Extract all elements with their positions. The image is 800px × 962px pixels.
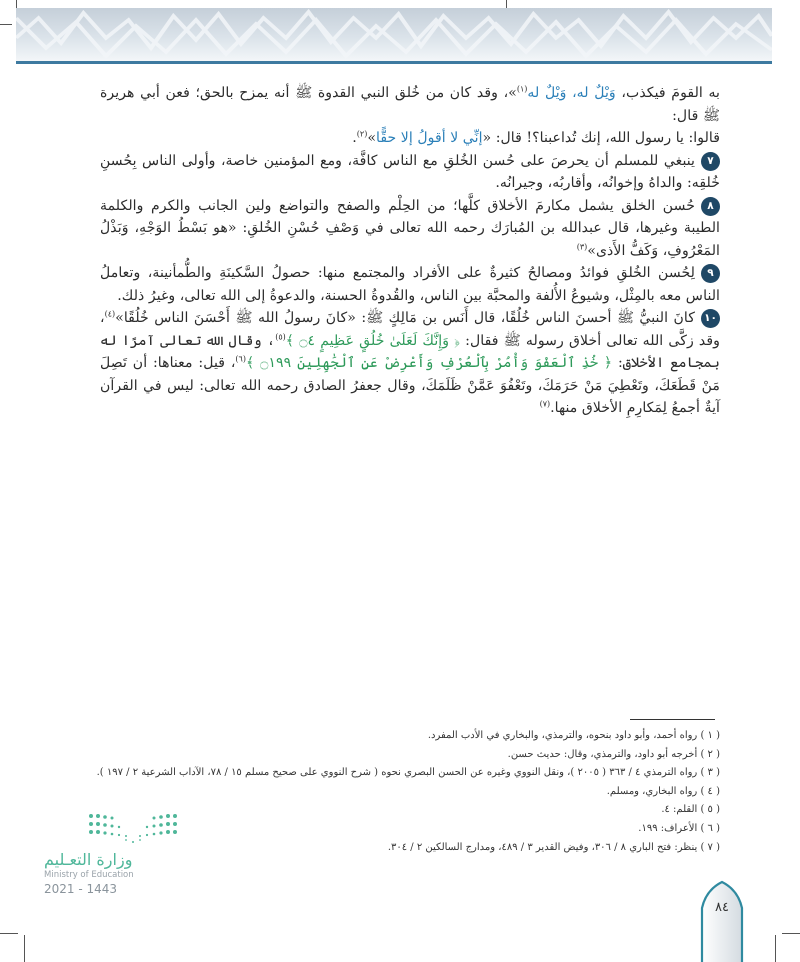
footnote: ( ٧ ) ينظر: فتح الباري ٨ / ٣٠٦، وفيض القدير ٣ / ٤٨٩، ومدارج السالكين ٢ / ٣٠٤. — [387, 841, 720, 853]
geometric-pattern — [16, 8, 772, 62]
logo-dots-icon — [88, 812, 178, 848]
footnote-ref[interactable]: (٣) — [576, 241, 588, 251]
main-content — [100, 82, 720, 420]
crop-mark — [16, 0, 17, 8]
list-item — [100, 262, 720, 307]
footnote-ref[interactable]: (٦) — [235, 354, 246, 364]
header-banner — [16, 8, 772, 62]
item-text: كانَ النبيُّ ﷺ أحسنَ الناس خُلُقًا، قال أَنَس بن مَالِكٍ ﷺ: «كانَ رسولُ الله ﷺ أَحْسَنَ الناس خُلُقًا» — [115, 310, 695, 326]
footnote-ref[interactable]: (٤) — [104, 309, 116, 319]
period: . — [352, 130, 357, 146]
hadith-quote: وَيْلٌ له، وَيْلٌ له — [527, 85, 616, 101]
logo-english-text: Ministry of Education — [44, 870, 134, 880]
logo-arabic-text: وزارة التعـليم — [44, 850, 133, 869]
item-number-badge: ٨ — [701, 197, 720, 216]
intro-text: »، وقد كان من خُلق النبي القدوة ﷺ أنه يمزح بالحق؛ فعن أبي هريرة ﷺ قال: — [100, 85, 720, 124]
hadith-quote: إنِّي لا أقولُ إلا حقًّا — [376, 130, 483, 146]
item-text: ، وقد زكَّى الله تعالى أخلاق رسوله ﷺ فقال: — [100, 310, 720, 349]
crop-mark — [0, 24, 12, 25]
item-text: حُسن الخلق يشمل مكارمَ الأخلاق كلَّها؛ من الحِلْم والصفح والتواضع ولين الجانب والكرم والكلمة الطيبة وغيرها، قال عبدالله بن المُبارَك رحمه الله تعالى في وَصْفِ حُسْنِ الخُلقِ: «هو بَسْطُ الوَجْهِ، وَبَذْلُ المَعْرُوفِ، وَكَفُّ الأَذى» — [100, 197, 720, 259]
intro-text: به القومَ فيكذب، — [615, 85, 721, 101]
item-number-badge: ١٠ — [701, 309, 720, 328]
footnote-divider — [630, 719, 715, 720]
footnote-ref[interactable]: (٧) — [539, 399, 551, 409]
intro-text: قالوا: يا رسول الله، إنك تُداعبنا؟! قال: « — [482, 130, 720, 146]
intro-paragraph — [100, 82, 720, 150]
item-number-badge: ٩ — [701, 264, 720, 283]
footnote: ( ٦ ) الأعراف: ١٩٩. — [638, 822, 720, 834]
crop-mark — [0, 933, 18, 934]
footnote-ref[interactable]: (١) — [516, 84, 528, 94]
footnote: ( ٥ ) القلم: ٤. — [661, 804, 720, 816]
list-item — [100, 307, 720, 420]
footnote-ref[interactable]: (٢) — [356, 129, 368, 139]
footnotes — [96, 727, 720, 857]
item-text: ينبغي للمسلم أن يحرصَ على حُسن الخُلقِ مع الناس كافَّة، ومع المؤمنين خاصة، وأولى الناس بِحُسنِ خُلقِه: والداهُ وإخوانُه، وأقاربُه، وجيرانُه. — [100, 152, 720, 191]
item-text: ، قيل: معناها: أن تَصِلَ مَنْ قَطَعَكَ، وتَعْطِيَ مَنْ حَرَمَكَ، وتَعْفُوَ عَمَّنْ ظَلَمَكَ، وقال جعفرُ الصادق رحمه الله تعالى: ليس في القرآن آيةٌ أجمعُ لِمَكارِمِ الأخلاق منها. — [100, 355, 720, 416]
crop-mark — [782, 933, 800, 934]
item-number-badge: ٧ — [701, 152, 720, 171]
logo-year: 2021 - 1443 — [44, 882, 118, 896]
footnote: ( ٣ ) رواه الترمذي ٤ / ٣٦٣ ( ٢٠٠٥ )، ونقل النووي وغيره عن الحسن البصري نحوه ( شرح النووي على صحيح مسلم ١٥ / ٧٨، الآداب الشرعية ٢ / ١٩٧ ). — [96, 767, 720, 779]
item-text: ، وقال الله تعالى آمرًا له بمجامع الأخلاق: — [100, 332, 720, 371]
quote-mark: » — [367, 130, 376, 146]
item-text: لِحُسن الخُلقِ فوائدُ ومصالحُ كثيرةٌ على الأفراد والمجتمع منها: حصولُ السَّكينَةِ والطُّمأنينة، وتعاملُ الناس معه بالمِثْل، وشيوعُ الأُلفة والمحبَّة بين الناس، والقُدوةُ الحسنة، والدعوةُ إلى الله تعالى، وغيرُ ذلك. — [100, 265, 720, 304]
list-item — [100, 150, 720, 195]
header-rule — [16, 61, 772, 64]
footnote: ( ١ ) رواه أحمد، وأبو داود بنحوه، والترمذي، والبخاري في الأدب المفرد. — [427, 730, 720, 741]
page-number: ٨٤ — [715, 900, 729, 915]
footnote: ( ٤ ) رواه البخاري، ومسلم. — [606, 785, 720, 797]
footnote-ref[interactable]: (٥) — [275, 331, 286, 341]
crop-mark — [775, 935, 776, 962]
list-item — [100, 195, 720, 263]
crop-mark — [24, 935, 25, 962]
page-number-tab — [700, 880, 744, 962]
quran-verse: ﴿ خُذِ ٱلْعَفْوَ وَأْمُرْ بِٱلْعُرْفِ وَأَعْرِضْ عَنِ ٱلْجَٰهِلِينَ ۝١٩٩ ﴾ — [245, 355, 613, 371]
quran-verse: ﴿ وَإِنَّكَ لَعَلَىٰ خُلُقٍ عَظِيمٍ ۝٤ ﴾ — [285, 332, 461, 349]
footnote: ( ٢ ) أخرجه أبو داود، والترمذي، وقال: حديث حسن. — [507, 748, 720, 760]
